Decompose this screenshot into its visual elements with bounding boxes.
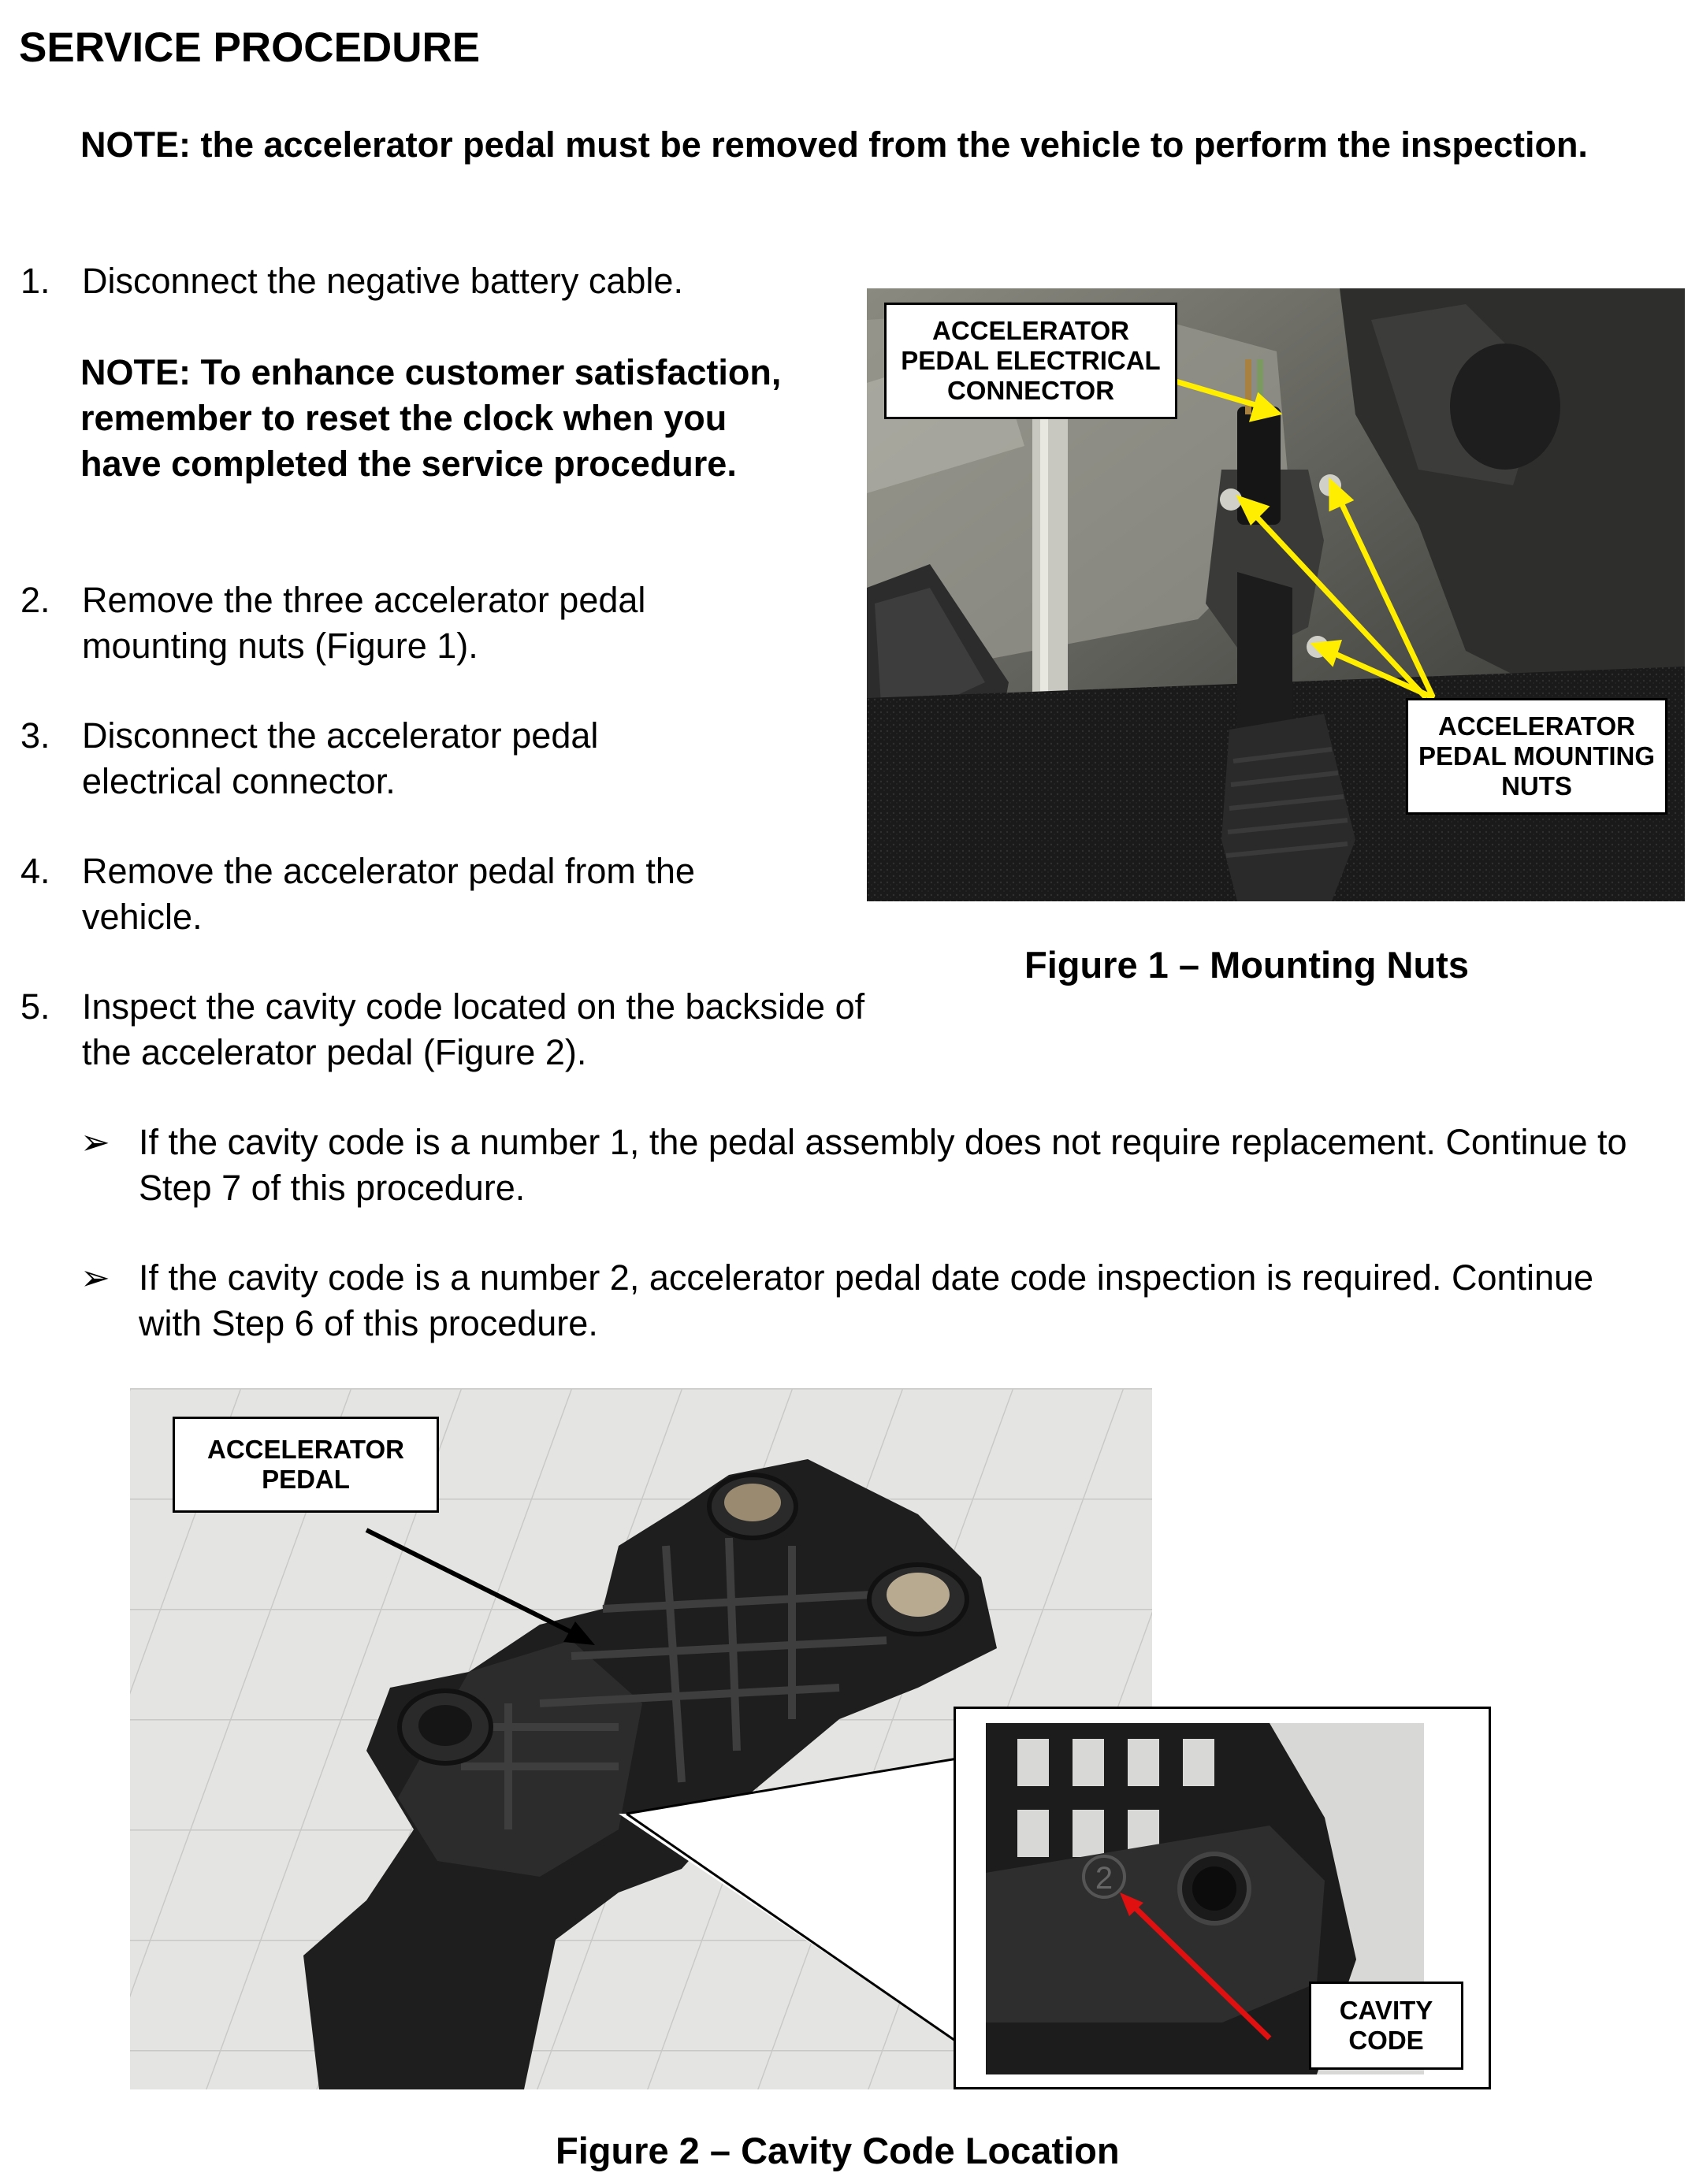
figure2-caption: Figure 2 – Cavity Code Location	[556, 2130, 1120, 2171]
callout-line: CAVITY	[1339, 1996, 1433, 2025]
bullet-text: If the cavity code is a number 2, accelerator pedal date code inspection is required. Continue with Step 6 of this procedure.	[139, 1257, 1594, 1343]
step-number: 5.	[20, 986, 50, 1027]
callout-pedal-electrical-connector	[884, 303, 1177, 419]
callout-line: CONNECTOR	[946, 376, 1115, 405]
callout-line: PEDAL MOUNTING	[1418, 741, 1656, 771]
callout-cavity-code	[1309, 1982, 1463, 2070]
bullet-text: If the cavity code is a number 1, the pedal assembly does not require replacement. Continue to Step 7 of this procedure.	[139, 1122, 1627, 1208]
figure1-caption: Figure 1 – Mounting Nuts	[1024, 944, 1469, 986]
callout-line: NUTS	[1501, 771, 1572, 800]
step-number: 1.	[20, 261, 50, 301]
step-text: Disconnect the accelerator pedal electrical connector.	[82, 715, 599, 801]
callout-line: PEDAL ELECTRICAL	[901, 346, 1161, 375]
callout-accelerator-pedal	[173, 1417, 439, 1513]
callout-pedal-mounting-nuts	[1406, 698, 1667, 815]
step-text: Remove the three accelerator pedal mounting nuts (Figure 1).	[82, 580, 646, 666]
page-title: SERVICE PROCEDURE	[19, 24, 481, 71]
step-number: 3.	[20, 715, 50, 756]
step-1	[20, 258, 809, 306]
figure1-photo	[867, 288, 1685, 901]
figure2-photo	[130, 1388, 1433, 2089]
cavity-code-inset	[954, 1707, 1491, 2089]
step-number: 2.	[20, 580, 50, 620]
removal-note: NOTE: the accelerator pedal must be removed from the vehicle to perform the inspection.	[80, 124, 1588, 165]
step-2	[20, 578, 809, 672]
arrow-bullet-icon: ➢	[80, 1122, 110, 1162]
bullet-cavity-2	[80, 1255, 1649, 1350]
bullet-cavity-1	[80, 1120, 1649, 1214]
clock-reset-note: NOTE: To enhance customer satisfaction, remember to reset the clock when you have completed the service procedure.	[80, 352, 782, 484]
callout-line: PEDAL	[262, 1465, 350, 1494]
step-text: Disconnect the negative battery cable.	[82, 261, 683, 301]
step-5	[20, 984, 872, 1079]
step-3	[20, 713, 809, 808]
callout-line: ACCELERATOR	[932, 316, 1129, 345]
step-number: 4.	[20, 851, 50, 891]
step-text: Inspect the cavity code located on the backside of the accelerator pedal (Figure 2).	[82, 986, 865, 1072]
cavity-digit: 2	[1095, 1861, 1113, 1896]
step-text: Remove the accelerator pedal from the vehicle.	[82, 851, 695, 937]
callout-line: ACCELERATOR	[1438, 711, 1635, 741]
callout-line: ACCELERATOR	[207, 1435, 404, 1464]
arrow-bullet-icon: ➢	[80, 1257, 110, 1298]
step-4	[20, 849, 809, 943]
callout-line: CODE	[1348, 2026, 1424, 2055]
